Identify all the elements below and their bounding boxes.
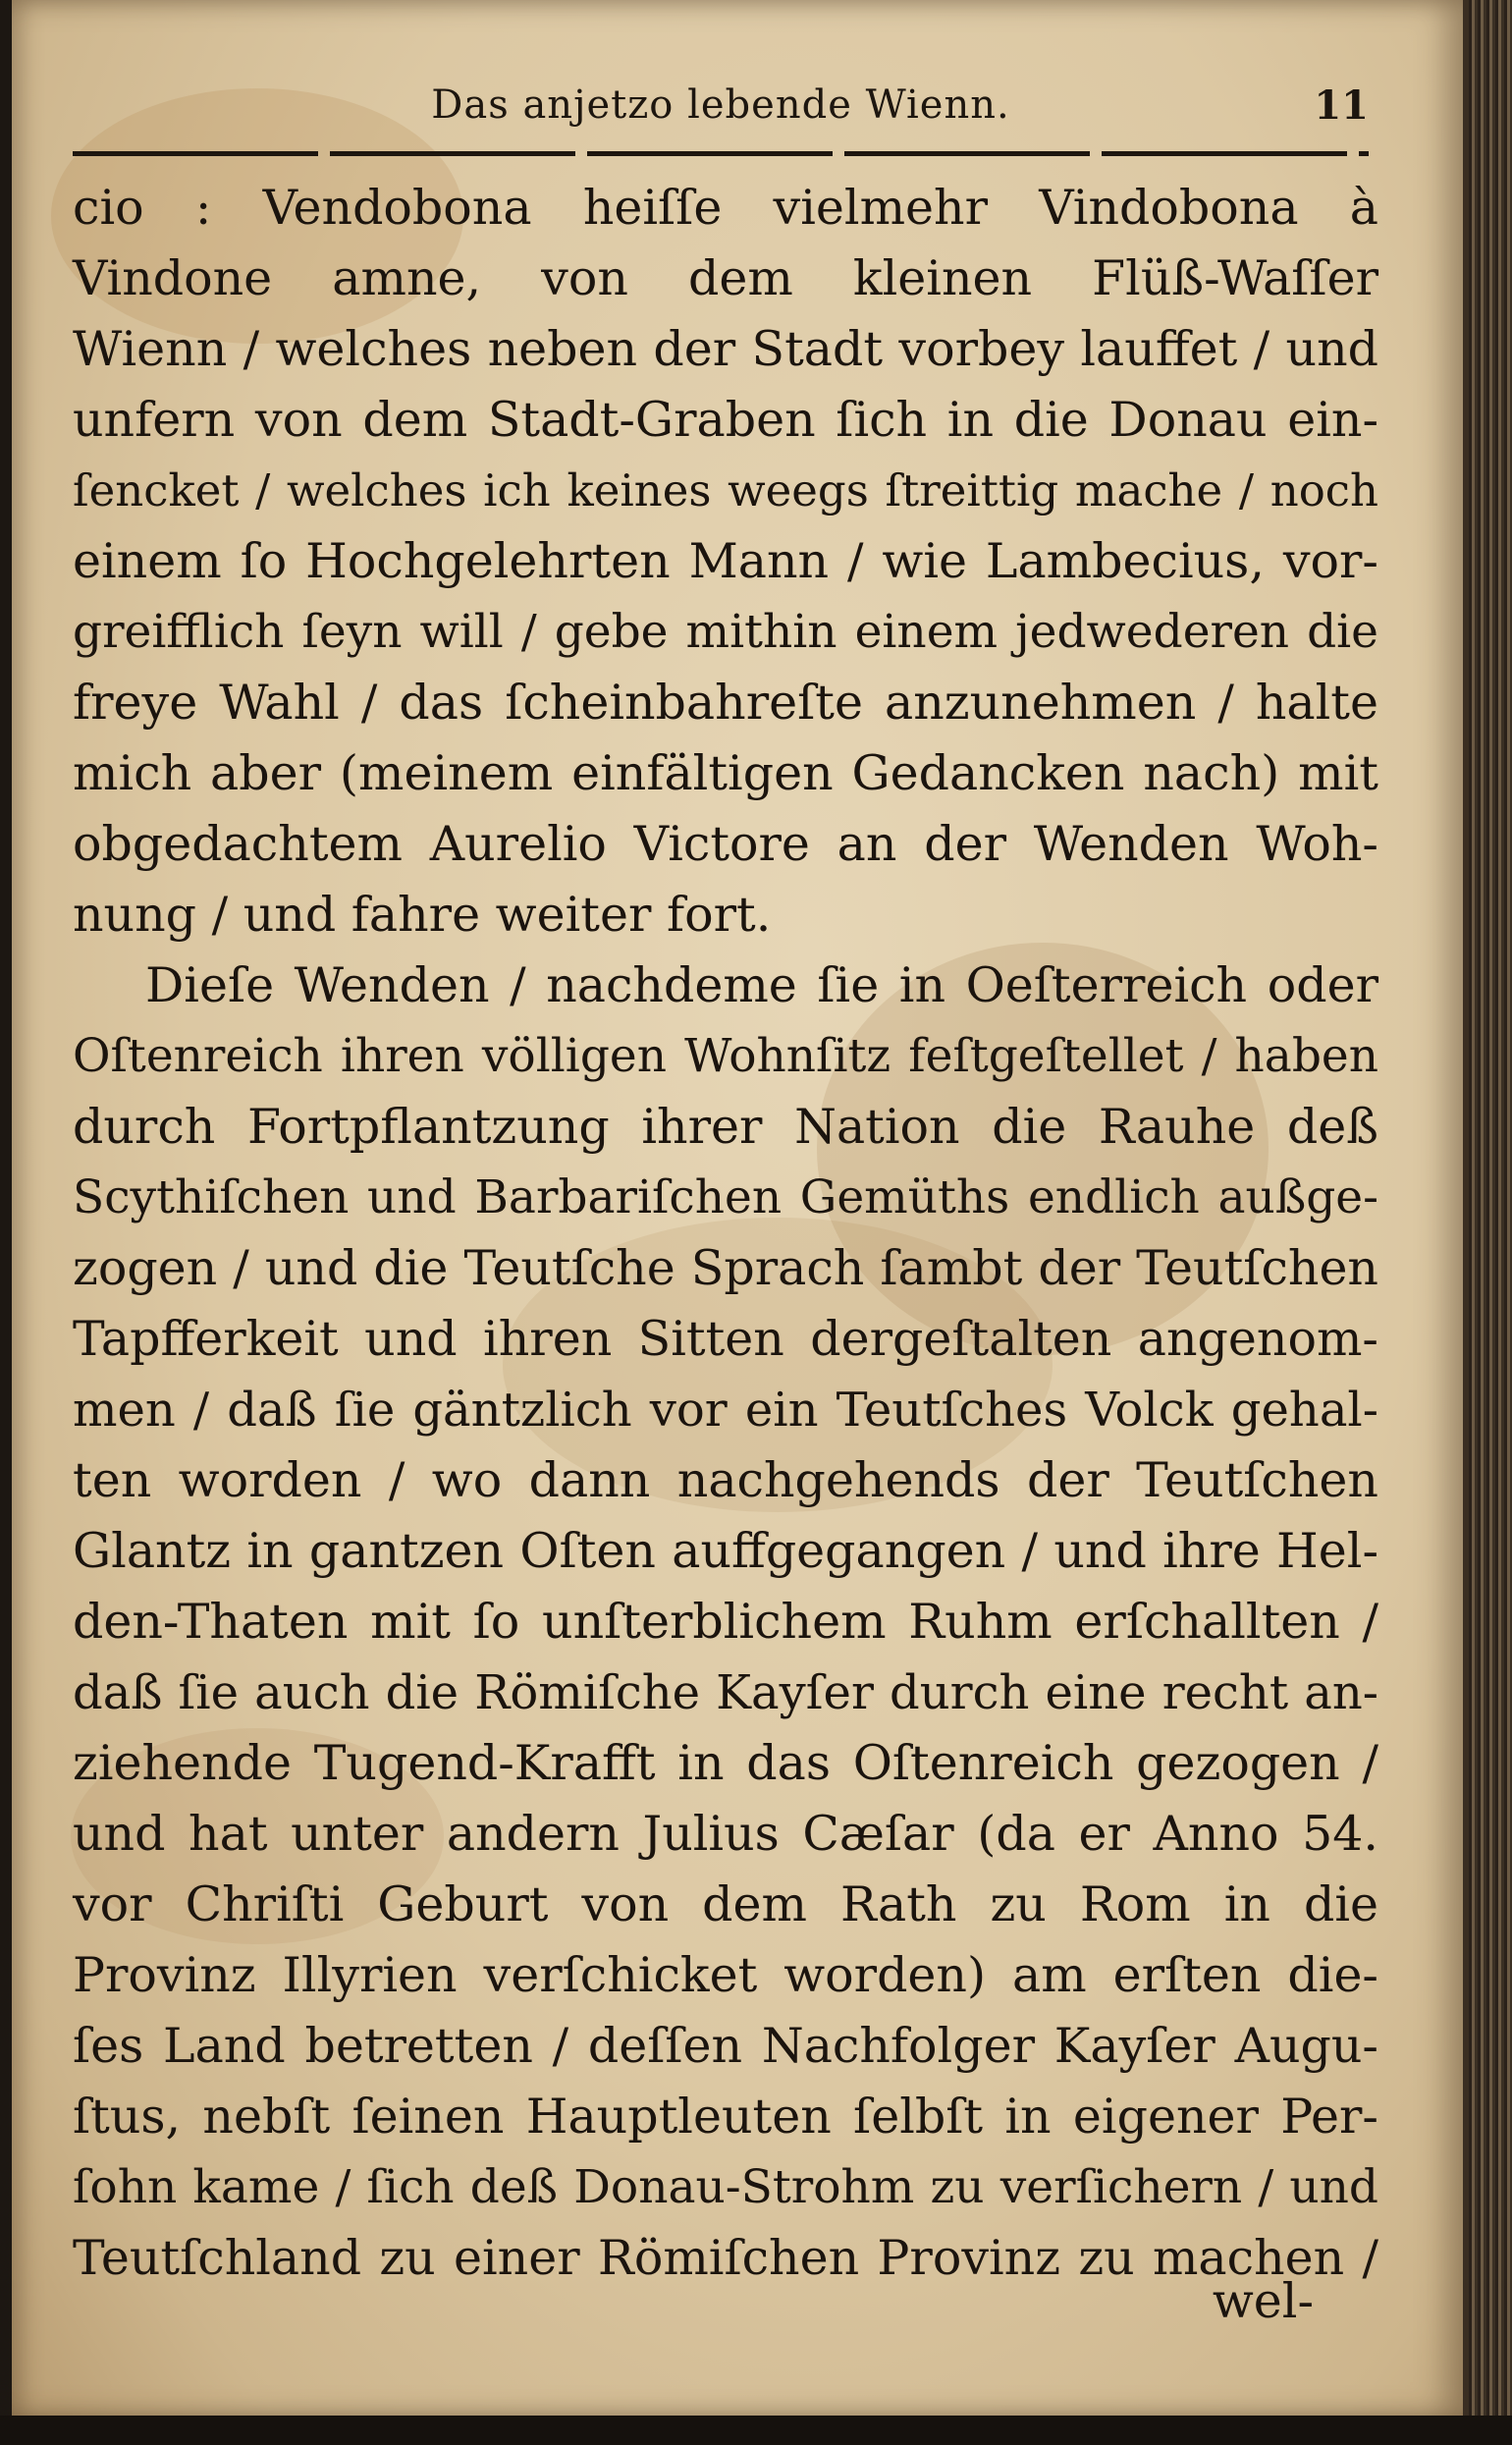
- text-line: daß ſie auch die Römiſche Kayſer durch eine recht an-: [73, 1665, 1378, 1720]
- text-line: Provinz Illyrien verſchicket worden) am erſten die-: [73, 1947, 1378, 2003]
- text-line: men / daß ſie gäntzlich vor ein Teutſches Volck gehal-: [73, 1383, 1378, 1438]
- book-bottom-edge: [0, 2416, 1512, 2445]
- text-line: greifflich ſeyn will / gebe mithin einem jedwederen die: [73, 605, 1378, 659]
- text-line: und hat unter andern Julius Cæſar (da er Anno 54.: [73, 1806, 1378, 1862]
- text-line: Scythiſchen und Barbariſchen Gemüths endlich außge-: [73, 1170, 1378, 1224]
- paragraph-start-line: Dieſe Wenden / nachdeme ſie in Oeſterreich oder: [145, 957, 1378, 1013]
- paper-sheet: [12, 0, 1469, 2418]
- body-text: [73, 173, 1378, 2294]
- header-rule: [73, 151, 1369, 156]
- text-line: freye Wahl / das ſcheinbahreſte anzunehmen / halte: [73, 675, 1378, 731]
- text-line: Teutſchland zu einer Römiſchen Provinz zu machen /: [73, 2230, 1378, 2286]
- page-number: 11: [1314, 82, 1369, 129]
- text-line: Glantz in gantzen Oſten auffgegangen / und ihre Hel-: [73, 1523, 1378, 1579]
- text-line: einem ſo Hochgelehrten Mann / wie Lambecius, vor-: [73, 533, 1378, 589]
- text-line: zogen / und die Teutſche Sprach ſambt der Teutſchen: [73, 1240, 1378, 1296]
- running-head: Das anjetzo lebende Wienn.: [431, 82, 1010, 128]
- text-line: Vindone amne, von dem kleinen Flüß-Waſſer: [73, 250, 1378, 306]
- page-header: [73, 75, 1369, 153]
- book-fore-edge: [1469, 0, 1512, 2445]
- text-line: ſencket / welches ich keines weegs ſtreittig mache / noch: [73, 464, 1378, 516]
- text-line: vor Chriſti Geburt von dem Rath zu Rom in die: [73, 1876, 1378, 1932]
- text-line: obgedachtem Aurelio Victore an der Wenden Woh-: [73, 816, 1378, 872]
- text-line: mich aber (meinem einfältigen Gedancken nach) mit: [73, 745, 1378, 801]
- text-line: Tapfferkeit und ihren Sitten dergeſtalten angenom-: [73, 1311, 1378, 1367]
- text-line: ten worden / wo dann nachgehends der Teutſchen: [73, 1452, 1378, 1508]
- text-line: Wienn / welches neben der Stadt vorbey lauffet / und: [73, 321, 1378, 377]
- text-line: den-Thaten mit ſo unſterblichem Ruhm erſchallten /: [73, 1594, 1378, 1650]
- text-line: ſes Land betretten / deſſen Nachfolger Kayſer Augu-: [73, 2018, 1378, 2074]
- catchword: wel-: [1212, 2273, 1314, 2329]
- text-line: durch Fortpflantzung ihrer Nation die Rauhe deß: [73, 1099, 1378, 1155]
- text-line: cio : Vendobona heiſſe vielmehr Vindobona à: [73, 180, 1378, 236]
- text-line: ſohn kame / ſich deß Donau-Strohm zu verſichern / und: [73, 2160, 1378, 2214]
- text-line: ſtus, nebſt ſeinen Hauptleuten ſelbſt in eigener Per-: [73, 2089, 1378, 2145]
- paragraph-end-line: nung / und fahre weiter fort.: [73, 887, 772, 943]
- text-line: ziehende Tugend-Krafft in das Oſtenreich gezogen /: [73, 1735, 1378, 1791]
- text-line: Oſtenreich ihren völligen Wohnſitz feſtgeſtellet / haben: [73, 1029, 1378, 1083]
- text-line: unfern von dem Stadt-Graben ſich in die Donau ein-: [73, 392, 1378, 448]
